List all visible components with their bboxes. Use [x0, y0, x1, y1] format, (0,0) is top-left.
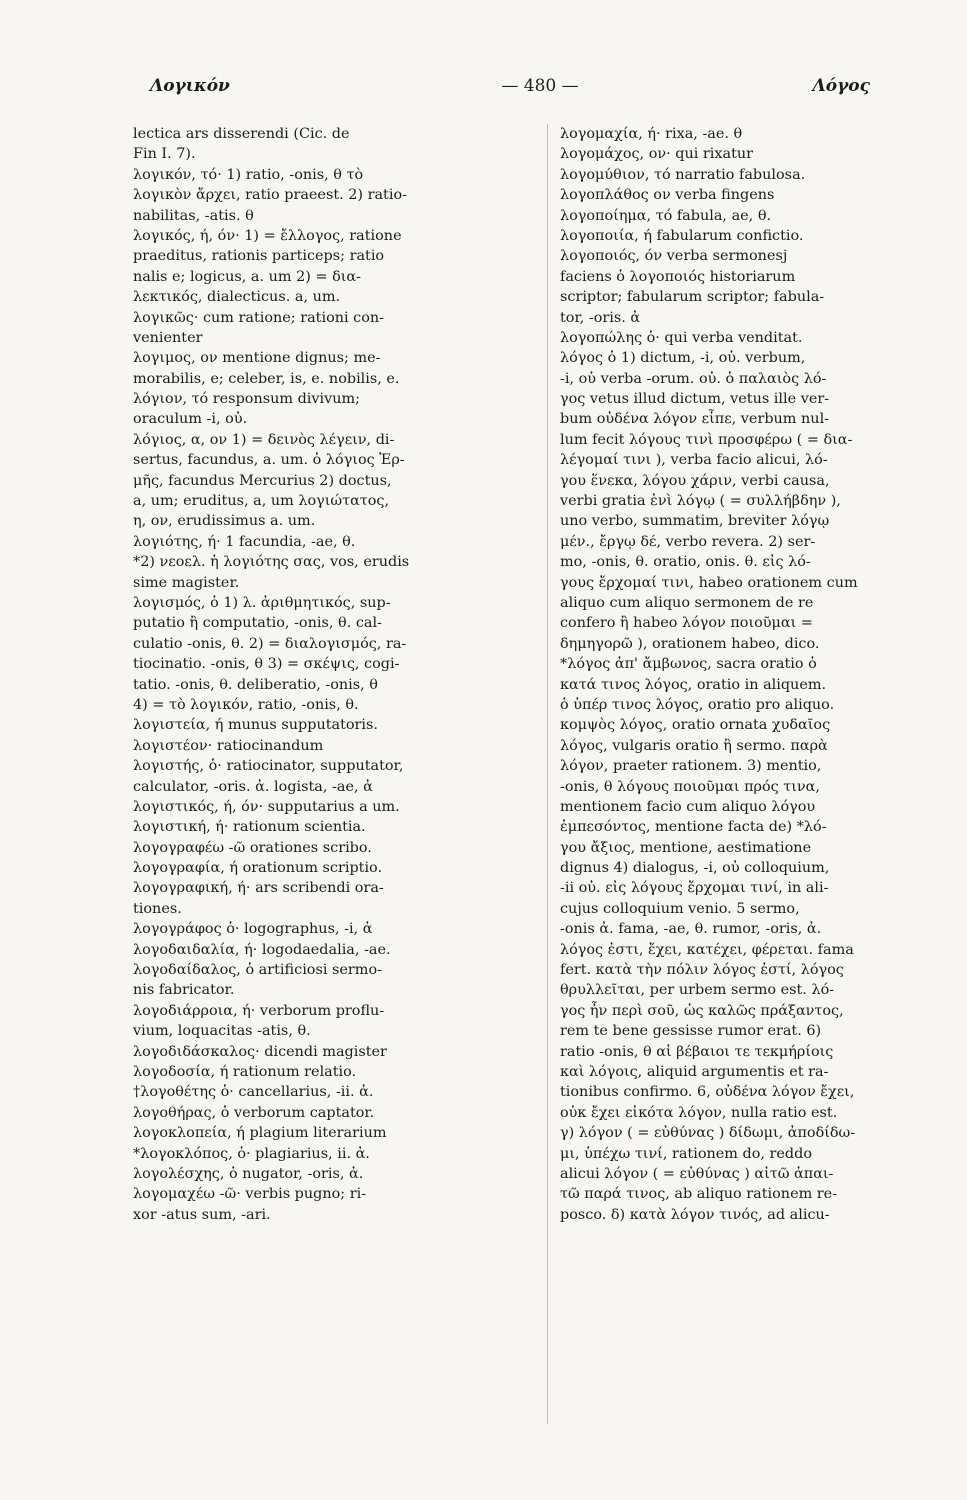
dictionary-line: λογοπώλης ὁ· qui verba venditat. [560, 329, 803, 346]
dictionary-line: λογοπλάθος ον verba fingens [560, 187, 775, 204]
dictionary-line: λογιστική, ή· rationum scientia. [133, 819, 366, 836]
dictionary-line: uno verbo, summatim, breviter λόγῳ [560, 513, 830, 530]
dictionary-line: nis fabricator. [133, 982, 235, 999]
column-divider [547, 124, 548, 1424]
dictionary-line: calculator, -oris. ἀ. logista, -ae, ἀ [133, 778, 373, 795]
dictionary-line: λογοποιός, όν verba sermonesj [560, 248, 788, 265]
dictionary-line: λογοδαιδαλία, ή· logodaedalia, -ae. [133, 941, 391, 958]
dictionary-line: λογισμός, ὁ 1) λ. ἀριθμητικός, sup- [133, 594, 391, 611]
dictionary-line: mentionem facio cum aliquo λόγου [560, 798, 816, 815]
dictionary-line: λογοποίημα, τό fabula, ae, θ. [560, 207, 772, 224]
dictionary-line: vium, loquacitas -atis, θ. [133, 1023, 311, 1040]
dictionary-line: putatio ἢ computatio, -onis, θ. cal- [133, 615, 382, 632]
page-number: — 480 — [501, 76, 579, 96]
dictionary-line: tionibus confirmo. 6, οὐδένα λόγον ἔχει, [560, 1084, 855, 1101]
dictionary-line: κατά τινος λόγος, oratio in aliquem. [560, 676, 827, 693]
dictionary-line: λογικός, ή, όν· 1) = ἔλλογος, ratione [133, 227, 402, 244]
dictionary-line: λογομύθιον, τό narratio fabulosa. [560, 166, 806, 183]
dictionary-line: tatio. -onis, θ. deliberatio, -onis, θ [133, 676, 378, 693]
dictionary-line: confero ἢ habeo λόγον ποιοῦμαι = [560, 615, 813, 632]
dictionary-line: λέγομαί τινι ), verba facio alicui, λό- [560, 452, 828, 469]
dictionary-line: οὐκ ἔχει εἰκότα λόγον, nulla ratio est. [560, 1104, 838, 1121]
dictionary-line: γου ἄξιος, mentione, aestimatione [560, 839, 812, 856]
dictionary-line: posco. δ) κατὰ λόγον τινός, ad alicu- [560, 1206, 830, 1223]
dictionary-line: λόγον, praeter rationem. 3) mentio, [560, 758, 822, 775]
dictionary-line: sertus, facundus, a. um. ὁ λόγιος Ἑρ- [133, 452, 405, 469]
dictionary-line: fert. κατὰ τὴν πόλιν λόγος ἐστί, λόγος [560, 962, 844, 979]
dictionary-line: oraculum -i, οὐ. [133, 411, 248, 428]
dictionary-line: λογοποιία, ή fabularum confictio. [560, 227, 804, 244]
dictionary-line: Fin I. 7). [133, 146, 196, 163]
left-column [133, 124, 538, 1225]
dictionary-line: -onis ἀ. fama, -ae, θ. rumor, -oris, ἀ. [560, 921, 822, 938]
dictionary-line: μέν., ἔργῳ δέ, verbo revera. 2) ser- [560, 533, 816, 550]
dictionary-line: 4) = τὸ λογικόν, ratio, -onis, θ. [133, 696, 359, 713]
dictionary-line: faciens ὁ λογοποιός historiarum [560, 268, 796, 285]
dictionary-line: *λόγος ἀπ' ἄμβωνος, sacra oratio ὁ [560, 656, 817, 673]
dictionary-line: ratio -onis, θ αἱ βέβαιοι τε τεκμήρίοις [560, 1043, 834, 1060]
header-right-word: Λόγος [812, 76, 870, 96]
dictionary-line: mo, -onis, θ. oratio, onis. θ. εἰς λό- [560, 554, 811, 571]
dictionary-line: λογιστικός, ή, όν· supputarius a um. [133, 798, 400, 815]
dictionary-line: γος ἦν περὶ σοῦ, ὡς καλῶς πράξαντος, [560, 1002, 844, 1019]
dictionary-line: tiones. [133, 900, 182, 917]
dictionary-line: †λογοθέτης ὁ· cancellarius, -ii. ἀ. [133, 1084, 374, 1101]
dictionary-line: λεκτικός, dialecticus. a, um. [133, 289, 341, 306]
dictionary-line: aliquo cum aliquo sermonem de re [560, 594, 814, 611]
dictionary-line: λογομαχέω -ῶ· verbis pugno; ri- [133, 1186, 367, 1203]
dictionary-line: λογογράφος ὁ· logographus, -i, ἀ [133, 921, 373, 938]
dictionary-line: alicui λόγον ( = εὐθύνας ) αἰτῶ ἀπαι- [560, 1165, 834, 1182]
dictionary-line: λόγιον, τό responsum divivum; [133, 391, 361, 408]
dictionary-line: λογογραφέω -ῶ orationes scribo. [133, 839, 372, 856]
dictionary-line: cujus colloquium venio. 5 sermo, [560, 900, 800, 917]
dictionary-line: λογοδιδάσκαλος· dicendi magister [133, 1043, 387, 1060]
dictionary-line: λογιστεία, ή munus supputatoris. [133, 717, 378, 734]
dictionary-line: bum οὐδένα λόγον εἶπε, verbum nul- [560, 411, 830, 428]
dictionary-line: λογιστής, ὁ· ratiocinator, supputator, [133, 758, 404, 775]
dictionary-line: λογικῶς· cum ratione; rationi con- [133, 309, 385, 326]
dictionary-line: ὁ ὑπέρ τινος λόγος, oratio pro aliquo. [560, 696, 835, 713]
dictionary-line: λογομαχία, ή· rixa, -ae. θ [560, 126, 743, 142]
dictionary-line: λόγος ὁ 1) dictum, -i, οὐ. verbum, [560, 350, 806, 367]
dictionary-line: λογοδιάρροια, ή· verborum proflu- [133, 1002, 385, 1019]
dictionary-line: γου ἕνεκα, λόγου χάριν, verbi causa, [560, 472, 830, 489]
dictionary-line: venienter [133, 329, 203, 346]
dictionary-line: λογομάχος, ον· qui rixatur [560, 146, 754, 163]
dictionary-line: λογικὸν ἄρχει, ratio praeest. 2) ratio- [133, 187, 407, 204]
dictionary-line: *λογοκλόπος, ὁ· plagiarius, ii. ἀ. [133, 1145, 370, 1162]
dictionary-line: a, um; eruditus, a, um λογιώτατος, [133, 493, 390, 510]
dictionary-line: dignus 4) dialogus, -i, οὐ colloquium, [560, 860, 830, 877]
dictionary-line: ἐμπεσόντος, mentione facta de) *λό- [560, 819, 827, 836]
dictionary-line: λόγος, vulgaris oratio ἢ sermo. παρὰ [560, 737, 828, 754]
dictionary-line: xor -atus sum, -ari. [133, 1206, 271, 1223]
dictionary-line: praeditus, rationis particeps; ratio [133, 248, 385, 265]
dictionary-line: λογολέσχης, ὁ nugator, -oris, ἀ. [133, 1165, 364, 1182]
dictionary-line: λογοκλοπεία, ή plagium literarium [133, 1125, 387, 1142]
dictionary-line: *2) νεοελ. ἡ λογιότης σας, vos, erudis [133, 554, 410, 571]
dictionary-line: λογιμος, ον mentione dignus; me- [133, 350, 381, 367]
dictionary-line: nalis e; logicus, a. um 2) = δια- [133, 268, 361, 285]
dictionary-line: μι, ὑπέχω τινί, rationem do, reddo [560, 1145, 812, 1162]
header-left-word: Λογικόν [150, 76, 230, 96]
dictionary-line: λογοθήρας, ὁ verborum captator. [133, 1104, 375, 1121]
dictionary-line: culatio -onis, θ. 2) = διαλογισμός, ra- [133, 635, 407, 652]
dictionary-line: rem te bene gessisse rumor erat. 6) [560, 1023, 822, 1040]
dictionary-line: γος vetus illud dictum, vetus ille ver- [560, 391, 830, 408]
dictionary-line: tiocinatio. -onis, θ 3) = σκέψις, cogi- [133, 656, 400, 673]
dictionary-line: verbi gratia ἑνὶ λόγῳ ( = συλλήβδην ), [560, 493, 841, 510]
dictionary-line: γ) λόγον ( = εὐθύνας ) δίδωμι, ἀποδίδω- [560, 1125, 856, 1142]
dictionary-line: -i, οὐ verba -orum. οὐ. ὁ παλαιὸς λό- [560, 370, 827, 387]
dictionary-line: καὶ λόγοις, aliquid argumentis et ra- [560, 1063, 829, 1080]
dictionary-line: κομψὸς λόγος, oratio ornata χυδαῖος [560, 717, 831, 734]
dictionary-line: λογιστέον· ratiocinandum [133, 737, 324, 754]
dictionary-line: θρυλλεῖται, per urbem sermo est. λό- [560, 982, 835, 999]
dictionary-line: λόγιος, α, ον 1) = δεινὸς λέγειν, di- [133, 431, 395, 448]
dictionary-line: lum fecit λόγους τινὶ προσφέρω ( = δια- [560, 431, 853, 448]
dictionary-line: lectica ars disserendi (Cic. de [133, 126, 350, 142]
page-header [150, 76, 870, 106]
dictionary-line: -onis, θ λόγους ποιοῦμαι πρός τινα, [560, 778, 820, 795]
dictionary-line: nabilitas, -atis. θ [133, 207, 254, 224]
dictionary-line: tor, -oris. ἀ [560, 309, 641, 326]
dictionary-line: λογιότης, ή· 1 facundia, -ae, θ. [133, 533, 356, 550]
dictionary-line: τῶ παρά τινος, ab aliquo rationem re- [560, 1186, 838, 1203]
dictionary-line: η, ον, erudissimus a. um. [133, 513, 316, 530]
dictionary-line: λογογραφική, ή· ars scribendi ora- [133, 880, 384, 897]
dictionary-line: λογογραφία, ή orationum scriptio. [133, 860, 383, 877]
dictionary-line: λογοδαίδαλος, ὁ artificiosi sermo- [133, 962, 382, 979]
dictionary-line: μῆς, facundus Mercurius 2) doctus, [133, 472, 392, 489]
dictionary-line: sime magister. [133, 574, 240, 591]
dictionary-line: λογικόν, τό· 1) ratio, -onis, θ τὸ [133, 166, 364, 183]
dictionary-line: λόγος ἐστι, ἔχει, κατέχει, φέρεται. fama [560, 941, 854, 958]
right-column [560, 124, 960, 1225]
dictionary-line: morabilis, e; celeber, is, e. nobilis, e. [133, 370, 400, 387]
dictionary-line: δημηγορῶ ), orationem habeo, dico. [560, 635, 820, 652]
dictionary-line: -ii οὐ. εἰς λόγους ἔρχομαι τινί, in ali- [560, 880, 829, 897]
dictionary-line: λογοδοσία, ή rationum relatio. [133, 1063, 357, 1080]
dictionary-line: γους ἔρχομαί τινι, habeo orationem cum [560, 574, 858, 591]
dictionary-line: scriptor; fabularum scriptor; fabula- [560, 289, 825, 306]
